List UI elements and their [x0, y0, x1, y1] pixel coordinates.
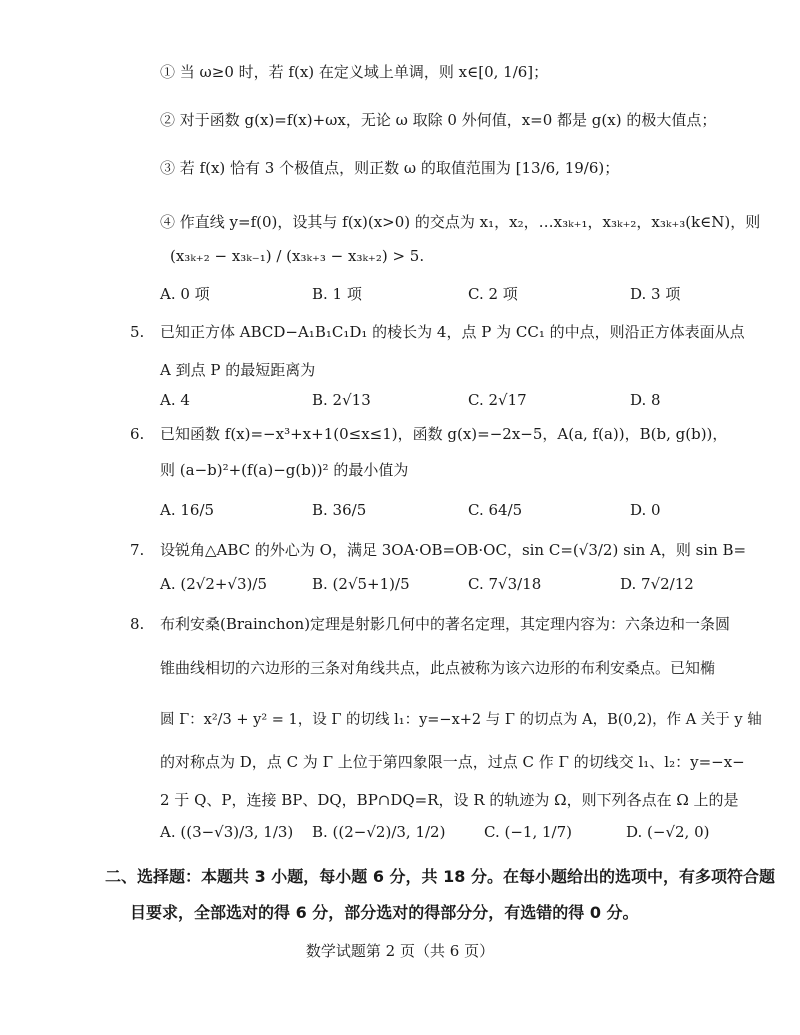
- q7-line-1: 设锐角△ABC 的外心为 O，满足 3OA·OB=OB·OC，sin C=(√3/2) sin A，则 sin B=: [160, 541, 747, 559]
- q6-option-d: D. 0: [630, 501, 661, 519]
- q4-option-d: D. 3 项: [630, 285, 681, 303]
- q5-number: 5.: [130, 323, 145, 341]
- q4-item-2: ② 对于函数 g(x)=f(x)+ωx，无论 ω 取除 0 外何值，x=0 都是 g(x) 的极大值点；: [160, 111, 717, 129]
- q4-item-4-fraction: (x₃ₖ₊₂ − x₃ₖ₋₁) / (x₃ₖ₊₃ − x₃ₖ₊₂) > 5.: [170, 247, 425, 265]
- q4-item-1: ① 当 ω≥0 时，若 f(x) 在定义域上单调，则 x∈[0, 1/6]；: [160, 63, 549, 81]
- q8-line-3: 圆 Γ：x²/3 + y² = 1，设 Γ 的切线 l₁：y=−x+2 与 Γ 的切点为 A，B(0,2)，作 A 关于 y 轴: [160, 712, 762, 728]
- q5-option-c: C. 2√17: [468, 391, 527, 409]
- q7-option-d: D. 7√2/12: [620, 575, 694, 593]
- q6-option-a: A. 16/5: [160, 501, 215, 519]
- q4-item-3: ③ 若 f(x) 恰有 3 个极值点，则正数 ω 的取值范围为 [13/6, 19/6)；: [160, 159, 620, 177]
- q7-option-a: A. (2√2+√3)/5: [160, 575, 267, 593]
- q7-option-c: C. 7√3/18: [468, 575, 542, 593]
- q8-number: 8.: [130, 615, 145, 633]
- q7-option-b: B. (2√5+1)/5: [312, 575, 410, 593]
- q8-option-b: B. ((2−√2)/3, 1/2): [312, 823, 446, 841]
- q8-line-2: 锥曲线相切的六边形的三条对角线共点，此点被称为该六边形的布利安桑点。已知椭: [160, 659, 716, 677]
- q4-option-a: A. 0 项: [160, 285, 210, 303]
- page-footer: 数学试题第 2 页（共 6 页）: [305, 942, 495, 960]
- q6-option-c: C. 64/5: [468, 501, 523, 519]
- q8-option-c: C. (−1, 1/7): [484, 823, 572, 841]
- section-2-heading-line-1: 二、选择题：本题共 3 小题，每小题 6 分，共 18 分。在每小题给出的选项中，有多项符合题: [105, 867, 775, 886]
- q6-line-1: 已知函数 f(x)=−x³+x+1(0≤x≤1)，函数 g(x)=−2x−5，A(a, f(a))，B(b, g(b))，: [160, 425, 728, 443]
- q6-line-2: 则 (a−b)²+(f(a)−g(b))² 的最小值为: [160, 461, 409, 479]
- q5-option-d: D. 8: [630, 391, 661, 409]
- q5-option-b: B. 2√13: [312, 391, 371, 409]
- q8-line-5: 2 于 Q、P，连接 BP、DQ，BP∩DQ=R，设 R 的轨迹为 Ω，则下列各点在 Ω 上的是: [160, 791, 739, 809]
- section-2-heading-line-2: 目要求，全部选对的得 6 分，部分选对的得部分分，有选错的得 0 分。: [130, 903, 639, 922]
- q6-number: 6.: [130, 425, 145, 443]
- q8-line-1: 布利安桑(Brainchon)定理是射影几何中的著名定理，其定理内容为：六条边和一条圆: [160, 615, 731, 633]
- q7-number: 7.: [130, 541, 145, 559]
- q5-line-1: 已知正方体 ABCD−A₁B₁C₁D₁ 的棱长为 4，点 P 为 CC₁ 的中点，则沿正方体表面从点: [160, 323, 745, 341]
- q4-option-b: B. 1 项: [312, 285, 362, 303]
- q5-option-a: A. 4: [160, 391, 190, 409]
- q6-option-b: B. 36/5: [312, 501, 367, 519]
- q4-item-4: ④ 作直线 y=f(0)，设其与 f(x)(x>0) 的交点为 x₁，x₂，…x₃ₖ₊₁，x₃ₖ₊₂，x₃ₖ₊₃(k∈N)，则: [160, 213, 761, 231]
- q8-option-d: D. (−√2, 0): [626, 823, 710, 841]
- q8-option-a: A. ((3−√3)/3, 1/3): [160, 823, 294, 841]
- q5-line-2: A 到点 P 的最短距离为: [160, 361, 316, 379]
- q4-option-c: C. 2 项: [468, 285, 518, 303]
- q8-line-4: 的对称点为 D，点 C 为 Γ 上位于第四象限一点，过点 C 作 Γ 的切线交 l₁、l₂：y=−x−: [160, 753, 745, 771]
